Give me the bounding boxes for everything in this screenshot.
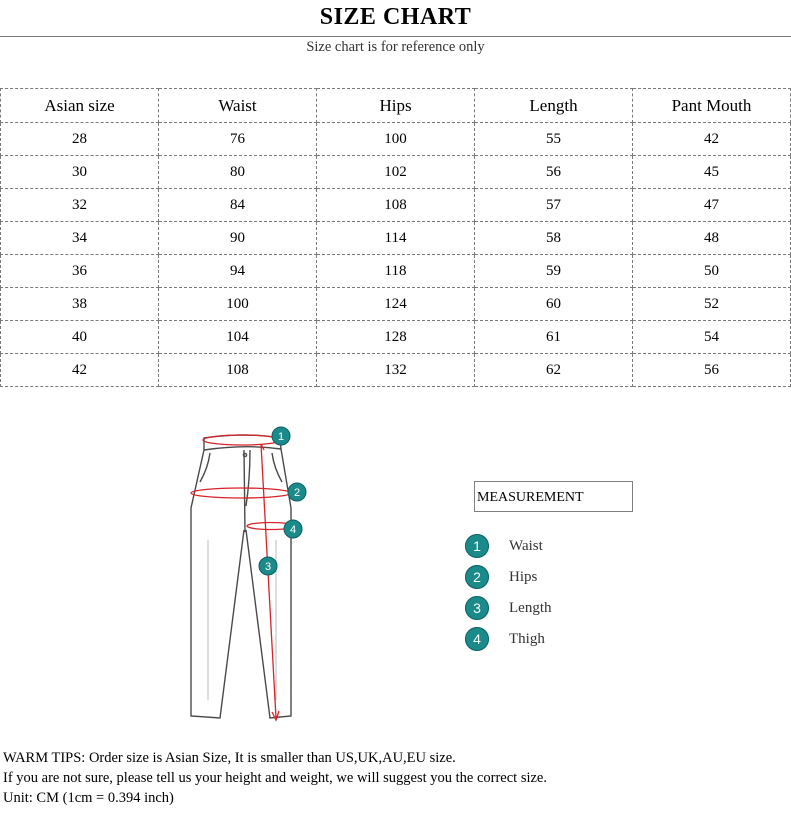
pants-outline — [191, 435, 291, 718]
table-cell: 45 — [633, 156, 791, 189]
table-row — [1, 222, 791, 255]
table-cell: 50 — [633, 255, 791, 288]
table-cell: 118 — [317, 255, 475, 288]
table-cell: 34 — [1, 222, 159, 255]
size-table — [0, 88, 791, 387]
table-cell: 32 — [1, 189, 159, 222]
page-title: SIZE CHART — [319, 4, 472, 30]
number-badge: 4 — [465, 627, 489, 651]
number-badge: 3 — [465, 596, 489, 620]
table-cell: 38 — [1, 288, 159, 321]
table-cell: 48 — [633, 222, 791, 255]
warm-tips — [3, 748, 783, 808]
tips-line-1: WARM TIPS: Order size is Asian Size, It is smaller than US,UK,AU,EU size. — [3, 750, 456, 766]
legend-item-hips — [465, 565, 665, 589]
table-cell: 124 — [317, 288, 475, 321]
number-badge: 1 — [465, 534, 489, 558]
table-row — [1, 354, 791, 387]
table-cell: 114 — [317, 222, 475, 255]
table-cell: 100 — [317, 123, 475, 156]
table-cell: 58 — [475, 222, 633, 255]
table-cell: 62 — [475, 354, 633, 387]
table-cell: 102 — [317, 156, 475, 189]
diagram-badge-1 — [272, 427, 290, 445]
waist-line — [203, 435, 281, 445]
tips-line-2: If you are not sure, please tell us your height and weight, we will suggest you the correct size. — [3, 770, 547, 786]
table-cell: 61 — [475, 321, 633, 354]
table-cell: 104 — [159, 321, 317, 354]
table-row — [1, 189, 791, 222]
table-cell: 128 — [317, 321, 475, 354]
diagram-badges — [259, 427, 306, 575]
table-row — [1, 123, 791, 156]
table-cell: 30 — [1, 156, 159, 189]
tips-line-3: Unit: CM (1cm = 0.394 inch) — [3, 790, 174, 806]
table-cell: 59 — [475, 255, 633, 288]
column-header: Asian size — [1, 89, 159, 123]
column-header: Pant Mouth — [633, 89, 791, 123]
table-cell: 108 — [159, 354, 317, 387]
table-cell: 47 — [633, 189, 791, 222]
diagram-badge-text: 4 — [289, 524, 297, 536]
diagram-badge-3 — [259, 557, 277, 575]
table-cell: 94 — [159, 255, 317, 288]
legend-label: Thigh — [509, 631, 545, 647]
table-cell: 100 — [159, 288, 317, 321]
table-cell: 40 — [1, 321, 159, 354]
table-cell: 42 — [1, 354, 159, 387]
diagram-badge-text: 1 — [277, 431, 285, 443]
legend-item-thigh — [465, 627, 665, 651]
title-divider — [0, 36, 791, 37]
legend-label: Hips — [509, 569, 538, 585]
measurement-heading: MEASUREMENT — [474, 481, 633, 512]
legend-label: Waist — [509, 538, 543, 554]
legend-item-length — [465, 596, 665, 620]
table-row — [1, 255, 791, 288]
diagram-badge-2 — [288, 483, 306, 501]
column-header: Length — [475, 89, 633, 123]
table-cell: 42 — [633, 123, 791, 156]
table-cell: 55 — [475, 123, 633, 156]
table-cell: 90 — [159, 222, 317, 255]
table-cell: 52 — [633, 288, 791, 321]
length-line — [261, 444, 276, 718]
table-cell: 132 — [317, 354, 475, 387]
table-cell: 60 — [475, 288, 633, 321]
table-row — [1, 321, 791, 354]
diagram-badge-text: 2 — [293, 487, 301, 499]
diagram-badge-text: 3 — [264, 561, 272, 573]
table-cell: 57 — [475, 189, 633, 222]
table-cell: 28 — [1, 123, 159, 156]
table-cell: 36 — [1, 255, 159, 288]
legend-label: Length — [509, 600, 552, 616]
table-header-row — [1, 89, 791, 123]
legend-item-waist — [465, 534, 665, 558]
table-cell: 54 — [633, 321, 791, 354]
pants-diagram — [150, 420, 330, 730]
hips-line — [191, 488, 291, 498]
table-row — [1, 156, 791, 189]
table-cell: 56 — [633, 354, 791, 387]
table-cell: 84 — [159, 189, 317, 222]
diagram-badge-4 — [284, 520, 302, 538]
table-cell: 80 — [159, 156, 317, 189]
table-row — [1, 288, 791, 321]
column-header: Hips — [317, 89, 475, 123]
table-cell: 76 — [159, 123, 317, 156]
page-subtitle: Size chart is for reference only — [306, 39, 485, 55]
table-cell: 108 — [317, 189, 475, 222]
column-header: Waist — [159, 89, 317, 123]
table-cell: 56 — [475, 156, 633, 189]
number-badge: 2 — [465, 565, 489, 589]
